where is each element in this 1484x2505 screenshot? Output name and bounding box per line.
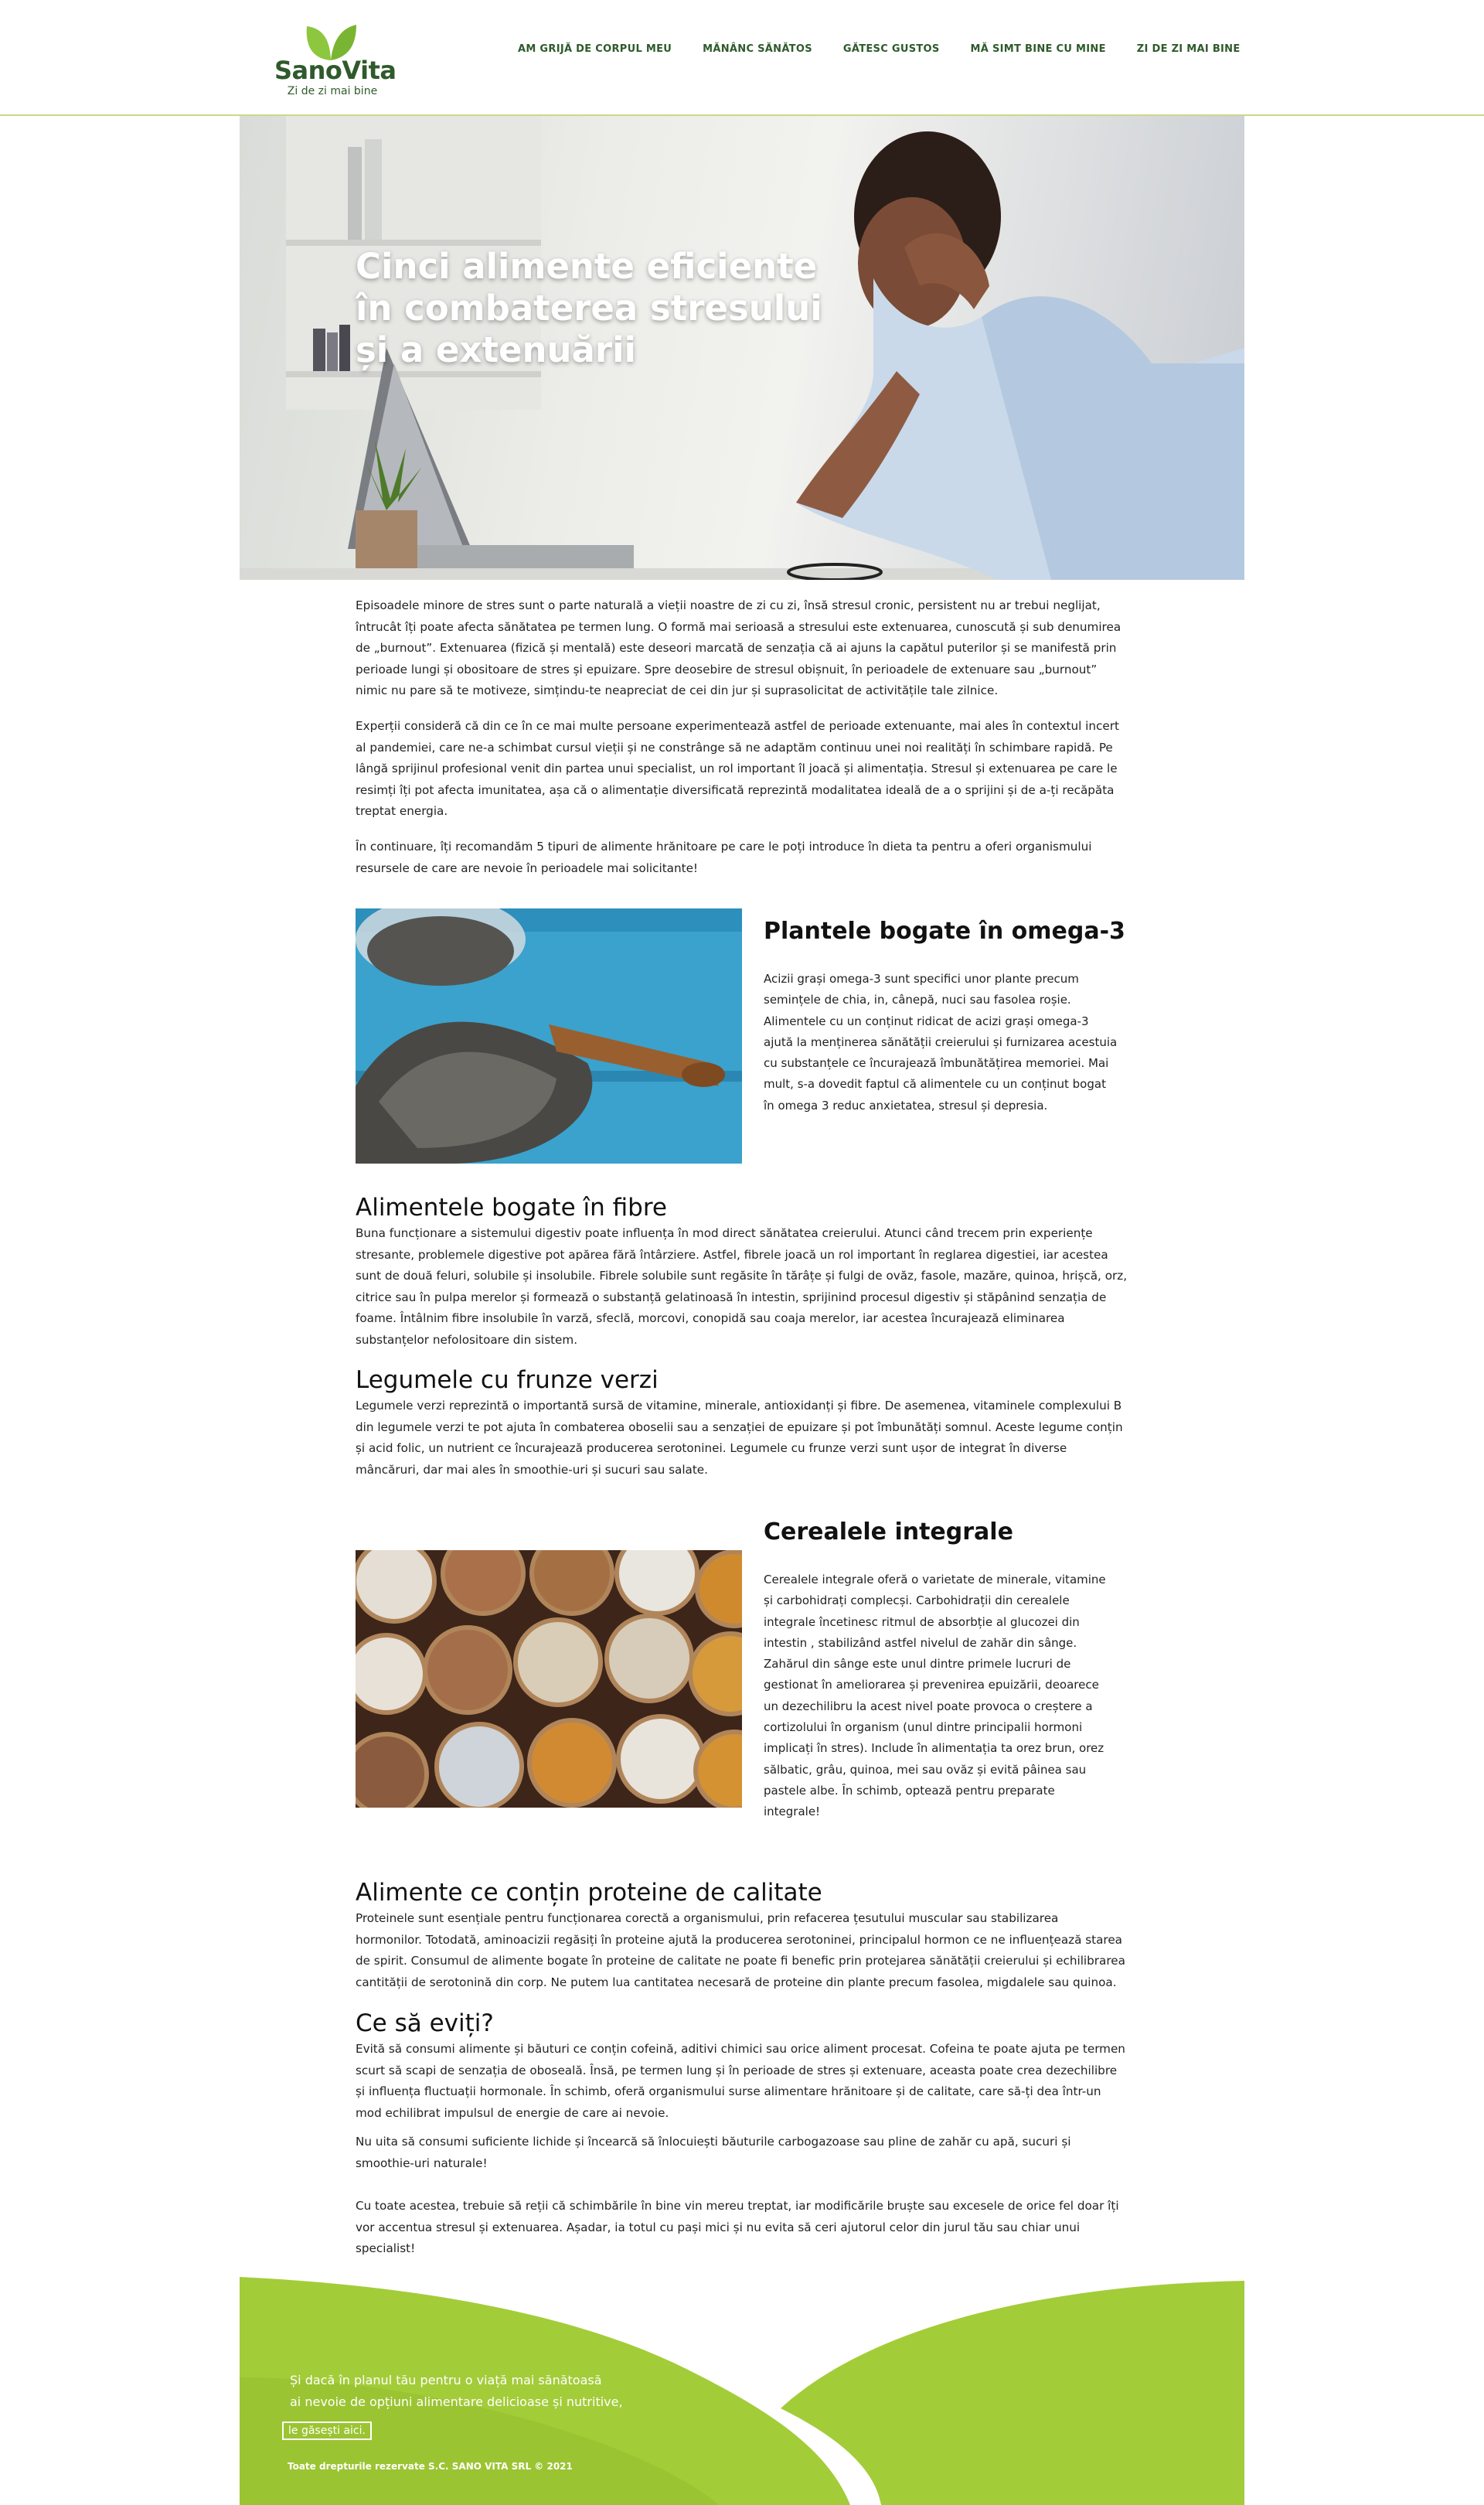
nav-item-manânc[interactable]: MĂNÂNC SĂNĂTOS: [703, 43, 812, 55]
evita-paragraph-1: Evită să consumi alimente și băuturi ce conțin cofeină, aditivi chimici sau orice aliment procesat. Cofeina te poate ajuta pe termen scurt să scapi de senzația de oboseală. Însă, pe termen lung și în perioade de stres și extenuare, aceasta poate crea dezechilibre și influența fluctuații hormonale. În schimb, oferă organismului surse alimentare hrănitoare și de calitate, care să-ți dea într-un mod echilibrat impulsul de energie de care ai nevoie.: [356, 2042, 1125, 2120]
brand-name: SanoVita: [274, 56, 397, 85]
cereale-title: Cerealele integrale: [764, 1518, 1013, 1546]
intro-paragraph-3: În continuare, îți recomandăm 5 tipuri de alimente hrănitoare pe care le poți introduce în dieta ta pentru a oferi organismului resursele de care are nevoie în perioadele mai solicitante!: [356, 840, 1092, 875]
omega-title: Plantele bogate în omega-3: [764, 918, 1125, 945]
intro-paragraph-2: Experții consideră că din ce în ce mai multe persoane experimentează astfel de perioade extenuante, mai ales în contextul incert al pandemiei, care ne-a schimbat cursul vieții și ne constrânge să ne adaptăm continuu unei noi realități în schimbare rapidă. Pe lângă sprijinul profesional venit din partea unui specialist, un rol important îl joacă și alimentația. Stresul și extenuarea pe care le resimți îți pot afecta imunitatea, așa că o alimentație diversificată reprezintă modalitatea ideală de a o sprijini și de a-ți recăpăta treptat energia.: [356, 719, 1119, 818]
omega-section: [764, 916, 1127, 947]
evita-title: Ce să eviți?: [356, 2009, 494, 2037]
legume-text: Legumele verzi reprezintă o importantă sursă de vitamine, minerale, antioxidanți și fibre. De asemenea, vitaminele complexului B din legumele verzi te pot ajuta în combaterea oboselii sau a senzației de epuizare și pot îmbunătăți somnul. Aceste legume conțin și acid folic, un nutrient ce încurajează producerea serotoninei. Legumele cu frunze verzi sunt ușor de integrat în diverse mâncăruri, dar mai ales în smoothie-uri și sucuri sau salate.: [356, 1399, 1123, 1477]
cereale-section: [764, 1517, 1127, 1548]
intro-paragraph-1: Episoadele minore de stres sunt o parte naturală a vieții noastre de zi cu zi, însă stresul cronic, persistent nu ar trebui neglijat, întrucât îți poate afecta sănătatea pe termen lung. O formă mai serioasă a stresului este extenuarea, cunoscută și sub denumirea de „burnout”. Extenuarea (fizică și mentală) este deseori marcată de senzația că ai ajuns la capătul puterilor și se manifestă prin perioade lungi și obositoare de stres și epuizare. Spre deosebire de stresul obișnuit, în perioadele de extenuare sau „burnout” nimic nu pare să te motiveze, simțindu-te neapreciat de cei din jur și suprasolicitat de activitățile tale zilnice.: [356, 598, 1122, 697]
fibre-text: Buna funcționare a sistemului digestiv poate influența în mod direct sănătatea creierului. Atunci când trecem prin experiențe stresante, problemele digestive pot apărea fără întârziere. Astfel, fibrele joacă un rol important în reglarea digestiei, iar acestea sunt de două feluri, solubile și insolubile. Fibrele solubile sunt regăsite în tărâțe și fulgi de ovăz, fasole, mazăre, quinoa, hrișcă, orz, citrice sau în pulpa merelor și formează o substanță gelatinoasă în intestin, sprijinind procesul digestiv și stăpânind senzația de foame. Întâlnim fibre insolubile în varză, sfeclă, morcovi, conopidă sau coaja merelor, iar acestea încurajează eliminarea substanțelor nefolositoare din sistem.: [356, 1226, 1128, 1347]
site-header: [0, 0, 1484, 116]
legume-title: Legumele cu frunze verzi: [356, 1366, 659, 1394]
proteine-text: Proteinele sunt esențiale pentru funcționarea corectă a organismului, prin refacerea țesutului muscular sau stabilizarea hormonilor. Totodată, aminoacizii regăsiți în proteine ajută la producerea serotoninei, principalul hormon ce ne influențează starea de spirit. Consumul de alimente bogate în proteine de calitate ne poate fi benefic prin protejarea sănătății creierului și echilibrarea cantității de serotonină din corp. Ne putem lua cantitatea necesară de proteine din plante precum fasolea, migdalele sau quinoa.: [356, 1911, 1125, 1989]
article-intro: [356, 595, 1128, 702]
brand-tagline: Zi de zi mai bine: [287, 85, 378, 97]
cereale-body: [764, 1569, 1108, 1823]
proteine-title: Alimente ce conțin proteine de calitate: [356, 1879, 822, 1907]
article-intro-2: [356, 716, 1128, 823]
hero-title: Cinci alimente eficiente în combaterea stresului și a extenuării: [356, 246, 822, 370]
footer-message: [290, 2370, 623, 2413]
recipes-link-button[interactable]: le găsești aici.: [282, 2422, 372, 2440]
legume-section: [356, 1365, 1128, 1481]
brand-logo[interactable]: [274, 19, 397, 100]
hero-banner: [240, 116, 1244, 580]
chia-seeds-image: [356, 908, 742, 1164]
evita-section-2: [356, 2132, 1128, 2174]
nav-item-gatesc[interactable]: GĂTESC GUSTOS: [842, 43, 940, 55]
proteine-section: [356, 1877, 1128, 1993]
evita-paragraph-3: Cu toate acestea, trebuie să reții că schimbările în bine vin mereu treptat, iar modificările bruște sau excesele de orice fel doar îți vor accentua stresul și extenuarea. Așadar, ia totul cu pași mici și nu evita să ceri ajutorul celor din jurul tău sau chiar unui specialist!: [356, 2199, 1119, 2255]
cereale-text: Cerealele integrale oferă o varietate de minerale, vitamine și carbohidrați complecși. Carbohidrații din cerealele integrale încetinesc ritmul de absorbție al glucozei din intestin , stabilizând astfel nivelul de zahăr din sânge. Zahărul din sânge este unul dintre primele lucruri de gestionat în ameliorarea și prevenirea epuizării, deoarece un dezechilibru la acest nivel poate provoca o creștere a cortizolului în organism (unul dintre principalii hormoni implicați în stres). Include în alimentația ta orez brun, orez sălbatic, grâu, quinoa, mei sau ovăz și evită pâinea sau pastele albe. În schimb, optează pentru preparate integrale!: [764, 1573, 1106, 1819]
nav-item-ma-simt[interactable]: MĂ SIMT BINE CU MINE: [970, 43, 1106, 55]
evita-section-3: [356, 2196, 1128, 2260]
evita-paragraph-2: Nu uita să consumi suficiente lichide și încearcă să înlocuiești băuturile carbogazoase sau pline de zahăr cu apă, sucuri și smoothie-uri naturale!: [356, 2135, 1071, 2170]
site-footer: [240, 2277, 1244, 2505]
omega-body: [764, 969, 1119, 1116]
evita-section: [356, 2008, 1128, 2124]
article-intro-3: [356, 837, 1128, 879]
nav-item-zi-de-zi[interactable]: ZI DE ZI MAI BINE: [1136, 43, 1241, 55]
footer-line-1: Și dacă în planul tău pentru o viață mai sănătoasă: [290, 2373, 602, 2387]
main-nav: [518, 43, 1241, 55]
nav-item-corp[interactable]: AM GRIJĂ DE CORPUL MEU: [518, 43, 672, 55]
copyright: Toate drepturile rezervate S.C. SANO VITA SRL © 2021: [288, 2461, 573, 2472]
whole-grains-image: [356, 1550, 742, 1808]
omega-text: Acizii grași omega-3 sunt specifici unor plante precum semințele de chia, in, cânepă, nuci sau fasolea roșie. Alimentele cu un conținut ridicat de acizi grași omega-3 ajută la menținerea sănătății creierului și furnizarea acestuia cu substanțele ce încurajează îmbunătățirea memoriei. Mai mult, s-a dovedit faptul că alimentele cu un conținut bogat în omega 3 reduc anxietatea, stresul și depresia.: [764, 972, 1118, 1113]
footer-line-2: ai nevoie de opțiuni alimentare delicioase și nutritive,: [290, 2394, 623, 2409]
fibre-section: [356, 1192, 1128, 1351]
fibre-title: Alimentele bogate în fibre: [356, 1194, 667, 1222]
